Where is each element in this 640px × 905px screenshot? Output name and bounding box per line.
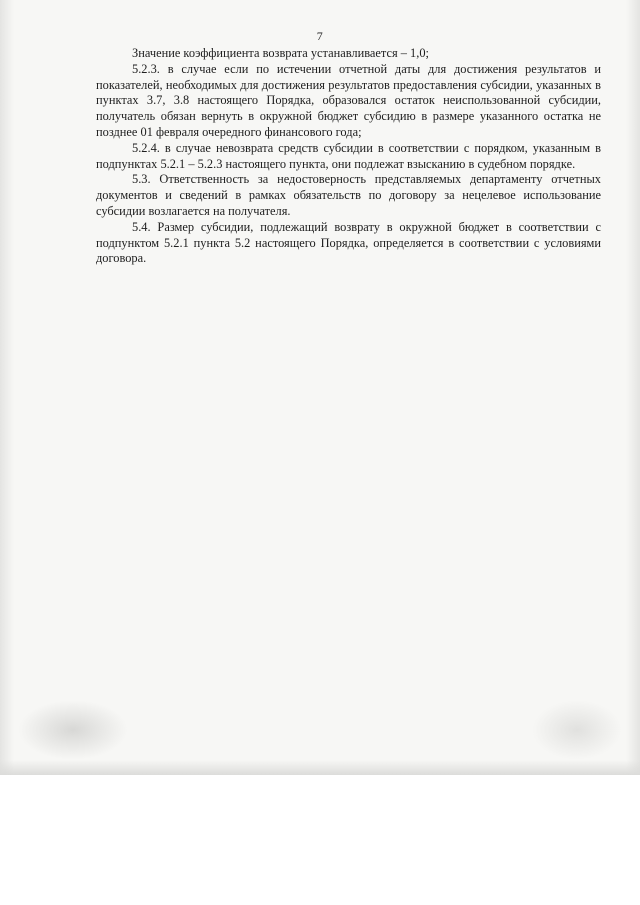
document-body — [96, 46, 601, 267]
paragraph-5-4: 5.4. Размер субсидии, подлежащий возврату в окружной бюджет в соответствии с подпунктом 5.2.1 пункта 5.2 настоящего Порядка, определяется в соответствии с условиями договора. — [96, 219, 601, 266]
scan-edge-shadow-right — [626, 0, 640, 775]
paragraph-5-2-4: 5.2.4. в случае невозврата средств субсидии в соответствии с порядком, указанным в подпунктах 5.2.1 – 5.2.3 настоящего пункта, они подлежат взысканию в судебном порядке. — [96, 140, 601, 171]
paragraph-5-3: 5.3. Ответственность за недостоверность представляемых департаменту отчетных документов и сведений в рамках обязательств по договору за нецелевое использование субсидии возлагается на получателя. — [96, 172, 601, 218]
scan-smudge-bottom-left — [18, 700, 128, 760]
scan-smudge-bottom-right — [532, 700, 622, 760]
scan-bottom-edge — [0, 760, 640, 775]
paragraph-return-coefficient: Значение коэффициента возврата устанавливается – 1,0; — [132, 46, 429, 60]
scan-edge-shadow-left — [0, 0, 14, 775]
paragraph-5-2-3: 5.2.3. в случае если по истечении отчетной даты для достижения результатов и показателей, необходимых для достижения результатов предоставления субсидии, указанных в пунктах 3.7, 3.8 настоящего Порядка, образовался остаток неиспользованной субсидии, получатель обязан вернуть в окружной бюджет субсидию в размере указанного остатка не позднее 01 февраля очередного финансового года; — [96, 61, 601, 139]
page-number: 7 — [316, 29, 324, 43]
